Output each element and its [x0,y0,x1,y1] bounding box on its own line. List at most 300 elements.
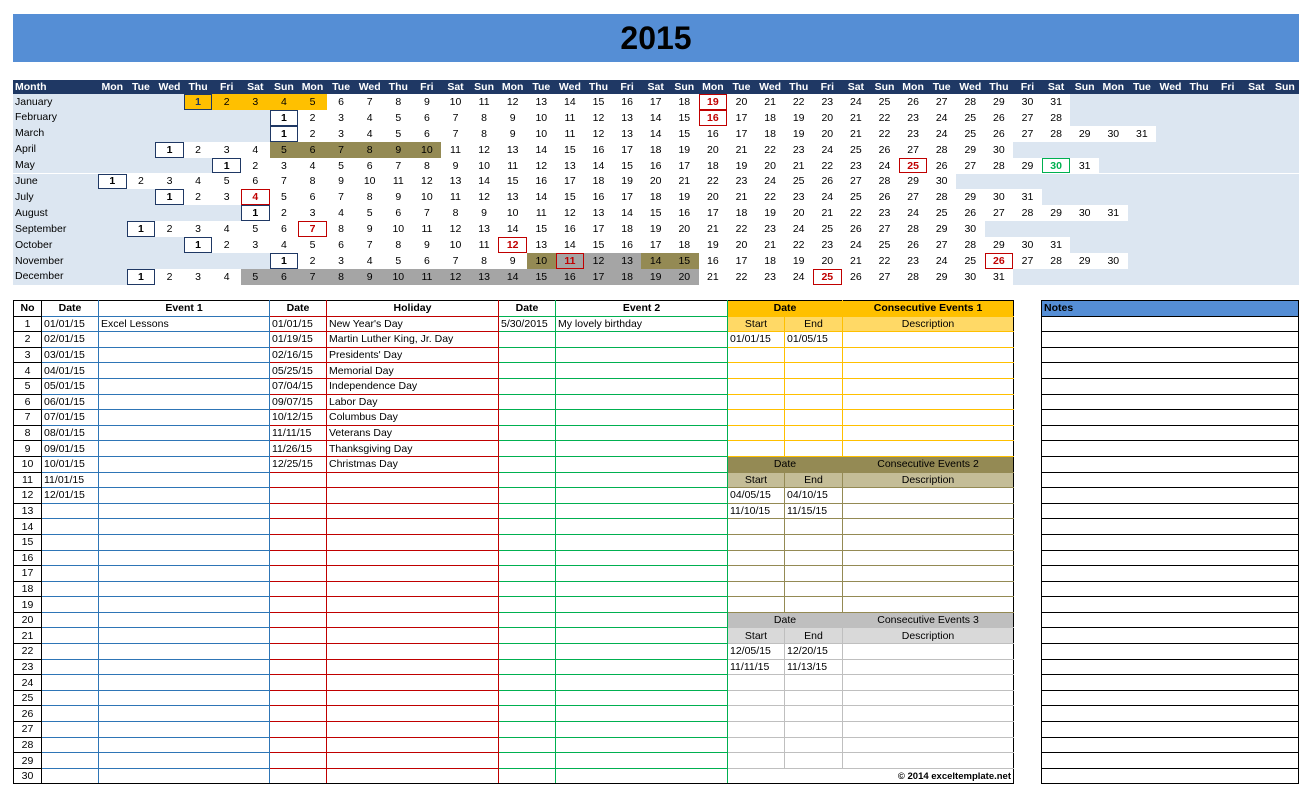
consec-description-cell[interactable] [843,503,1014,519]
calendar-day[interactable]: 6 [309,191,316,204]
event2-name-cell[interactable] [556,659,728,675]
calendar-day[interactable]: 21 [850,254,862,267]
event1-name-cell[interactable] [99,690,270,706]
event1-name-cell[interactable] [99,394,270,410]
event1-date-cell[interactable] [42,534,99,550]
calendar-day[interactable]: 25 [813,269,842,285]
event2-date-cell[interactable] [499,534,556,550]
consec-description-cell[interactable] [843,347,1014,363]
calendar-day[interactable]: 25 [850,143,862,156]
calendar-day[interactable]: 2 [252,159,259,172]
calendar-day[interactable]: 14 [641,253,670,269]
event2-name-cell[interactable] [556,472,728,488]
calendar-day[interactable]: 7 [452,111,459,124]
event2-name-cell[interactable] [556,410,728,426]
holiday-name-cell[interactable]: Martin Luther King, Jr. Day [327,332,499,348]
calendar-day[interactable]: 20 [735,95,748,108]
calendar-day[interactable]: 16 [621,239,633,252]
calendar-day[interactable]: 14 [621,207,633,220]
calendar-day[interactable]: 1 [127,269,156,285]
calendar-day[interactable]: 27 [1021,127,1034,140]
calendar-day[interactable]: 11 [450,143,461,156]
calendar-day[interactable]: 22 [792,239,805,252]
consec-description-cell[interactable] [843,737,1014,753]
event2-name-cell[interactable] [556,644,728,660]
event2-date-cell[interactable] [499,472,556,488]
consec-start-cell[interactable] [728,347,785,363]
calendar-day[interactable]: 28 [1050,254,1062,267]
calendar-day[interactable]: 23 [907,111,919,124]
event1-date-cell[interactable] [42,581,99,597]
event1-name-cell[interactable] [99,566,270,582]
calendar-day[interactable]: 11 [421,223,433,236]
notes-line[interactable] [1042,722,1299,738]
calendar-day[interactable]: 1 [184,94,213,110]
notes-line[interactable] [1042,503,1299,519]
calendar-day[interactable]: 13 [535,95,548,108]
calendar-day[interactable]: 15 [535,223,548,236]
event1-name-cell[interactable] [99,441,270,457]
event1-date-cell[interactable] [42,675,99,691]
event2-date-cell[interactable] [499,659,556,675]
calendar-day[interactable]: 20 [792,207,805,220]
calendar-day[interactable]: 10 [413,142,442,158]
calendar-day[interactable]: 8 [395,239,402,252]
consec-description-cell[interactable] [843,690,1014,706]
consec-end-cell[interactable]: 12/20/15 [785,644,843,660]
consec-start-cell[interactable] [728,394,785,410]
event2-name-cell[interactable] [556,363,728,379]
calendar-day[interactable]: 26 [850,223,862,236]
consec-description-cell[interactable] [843,488,1014,504]
calendar-day[interactable]: 31 [1050,239,1062,252]
calendar-day[interactable]: 21 [735,191,748,204]
calendar-day[interactable]: 28 [964,239,977,252]
calendar-day[interactable]: 8 [395,95,402,108]
event1-date-cell[interactable]: 10/01/15 [42,456,99,472]
event2-name-cell[interactable] [556,597,728,613]
consec-description-cell[interactable] [843,550,1014,566]
calendar-day[interactable]: 11 [392,175,404,188]
calendar-day[interactable]: 6 [423,111,430,124]
holiday-name-cell[interactable] [327,768,499,784]
calendar-day[interactable]: 30 [1078,207,1091,220]
event1-name-cell[interactable] [99,347,270,363]
calendar-day[interactable]: 27 [1021,254,1034,267]
notes-line[interactable] [1042,753,1299,769]
calendar-day[interactable]: 9 [355,269,384,285]
notes-line[interactable] [1042,737,1299,753]
calendar-day[interactable]: 2 [309,111,316,124]
event2-date-cell[interactable] [499,612,556,628]
consec-end-cell[interactable]: 11/13/15 [785,659,843,675]
holiday-date-cell[interactable] [270,597,327,613]
event2-date-cell[interactable] [499,441,556,457]
calendar-day[interactable]: 15 [678,127,691,140]
event1-date-cell[interactable] [42,659,99,675]
notes-line[interactable] [1042,316,1299,332]
calendar-day[interactable]: 14 [478,175,490,188]
calendar-day[interactable]: 28 [1050,127,1062,140]
calendar-day[interactable]: 20 [649,175,662,188]
calendar-day[interactable]: 21 [792,159,805,172]
calendar-day[interactable]: 26 [907,239,919,252]
event1-date-cell[interactable]: 01/01/15 [42,316,99,332]
calendar-day[interactable]: 27 [850,175,862,188]
notes-line[interactable] [1042,441,1299,457]
calendar-day[interactable]: 8 [355,142,384,158]
calendar-day[interactable]: 1 [127,221,156,237]
event1-date-cell[interactable]: 06/01/15 [42,394,99,410]
calendar-day[interactable]: 2 [137,175,144,188]
consec-start-cell[interactable]: 11/11/15 [728,659,785,675]
event2-name-cell[interactable] [556,628,728,644]
calendar-day[interactable]: 18 [621,223,633,236]
calendar-day[interactable]: 16 [707,127,719,140]
event1-date-cell[interactable] [42,737,99,753]
calendar-day[interactable]: 6 [298,142,327,158]
event1-name-cell[interactable] [99,581,270,597]
holiday-name-cell[interactable] [327,659,499,675]
calendar-day[interactable]: 11 [478,239,490,252]
calendar-day[interactable]: 1 [270,110,299,126]
notes-line[interactable] [1042,410,1299,426]
calendar-day[interactable]: 27 [907,143,919,156]
holiday-date-cell[interactable]: 09/07/15 [270,394,327,410]
calendar-day[interactable]: 7 [327,142,356,158]
holiday-name-cell[interactable] [327,503,499,519]
calendar-day[interactable]: 5 [395,111,402,124]
notes-line[interactable] [1042,581,1299,597]
consec-description-cell[interactable] [843,410,1014,426]
calendar-day[interactable]: 20 [735,239,748,252]
calendar-day[interactable]: 24 [821,191,834,204]
calendar-day[interactable]: 18 [678,95,691,108]
calendar-day[interactable]: 5 [270,142,299,158]
event2-name-cell[interactable] [556,675,728,691]
calendar-day[interactable]: 14 [649,111,662,124]
notes-line[interactable] [1042,363,1299,379]
notes-line[interactable] [1042,566,1299,582]
consec-end-cell[interactable] [785,363,843,379]
holiday-name-cell[interactable] [327,534,499,550]
calendar-day[interactable]: 28 [907,270,919,283]
calendar-day[interactable]: 18 [764,254,776,267]
calendar-day[interactable]: 9 [384,142,413,158]
calendar-day[interactable]: 21 [735,143,748,156]
consec-description-cell[interactable] [843,519,1014,535]
notes-line[interactable] [1042,644,1299,660]
calendar-day[interactable]: 27 [878,223,891,236]
event2-name-cell[interactable] [556,768,728,784]
calendar-day[interactable]: 9 [452,159,459,172]
calendar-day[interactable]: 21 [764,239,776,252]
calendar-day[interactable]: 7 [366,239,373,252]
calendar-day[interactable]: 5 [252,223,259,236]
event2-name-cell[interactable] [556,394,728,410]
calendar-day[interactable]: 24 [764,175,776,188]
calendar-day[interactable]: 7 [338,191,345,204]
consec-description-cell[interactable] [843,394,1014,410]
holiday-date-cell[interactable] [270,581,327,597]
calendar-day[interactable]: 8 [309,175,316,188]
event2-date-cell[interactable] [499,722,556,738]
calendar-day[interactable]: 16 [535,175,548,188]
calendar-day[interactable]: 15 [592,239,605,252]
calendar-day[interactable]: 28 [993,159,1005,172]
holiday-date-cell[interactable] [270,628,327,644]
event1-name-cell[interactable] [99,706,270,722]
consec-end-cell[interactable] [785,347,843,363]
calendar-day[interactable]: 8 [423,159,430,172]
holiday-name-cell[interactable] [327,581,499,597]
event2-name-cell[interactable] [556,534,728,550]
holiday-name-cell[interactable] [327,706,499,722]
calendar-day[interactable]: 17 [735,127,748,140]
event1-name-cell[interactable] [99,519,270,535]
consec-description-cell[interactable] [843,581,1014,597]
calendar-day[interactable]: 14 [649,127,662,140]
calendar-day[interactable]: 9 [423,95,430,108]
calendar-day[interactable]: 9 [509,127,516,140]
holiday-date-cell[interactable] [270,659,327,675]
event2-name-cell[interactable] [556,706,728,722]
event1-date-cell[interactable] [42,519,99,535]
calendar-day[interactable]: 3 [195,270,202,283]
calendar-day[interactable]: 10 [449,95,462,108]
event2-name-cell[interactable] [556,566,728,582]
holiday-date-cell[interactable] [270,675,327,691]
event2-name-cell[interactable] [556,612,728,628]
holiday-name-cell[interactable] [327,737,499,753]
calendar-day[interactable]: 7 [366,95,373,108]
holiday-date-cell[interactable]: 12/25/15 [270,456,327,472]
notes-line[interactable] [1042,597,1299,613]
calendar-day[interactable]: 17 [621,191,633,204]
calendar-day[interactable]: 3 [338,127,345,140]
calendar-day[interactable]: 18 [707,159,719,172]
event1-date-cell[interactable] [42,644,99,660]
notes-line[interactable] [1042,347,1299,363]
calendar-day[interactable]: 25 [935,207,948,220]
calendar-day[interactable]: 25 [964,111,977,124]
calendar-day[interactable]: 5 [241,269,270,285]
calendar-day[interactable]: 28 [1050,111,1062,124]
consec-description-cell[interactable] [843,753,1014,769]
calendar-day[interactable]: 20 [821,254,834,267]
holiday-name-cell[interactable] [327,612,499,628]
consec-start-cell[interactable] [728,597,785,613]
holiday-date-cell[interactable]: 05/25/15 [270,363,327,379]
calendar-day[interactable]: 8 [327,269,356,285]
calendar-day[interactable]: 10 [392,223,405,236]
calendar-day[interactable]: 20 [764,159,776,172]
calendar-day[interactable]: 8 [366,191,373,204]
calendar-day[interactable]: 13 [535,239,548,252]
calendar-day[interactable]: 2 [195,143,202,156]
calendar-day[interactable]: 15 [592,95,605,108]
event1-name-cell[interactable] [99,503,270,519]
calendar-day[interactable]: 21 [850,111,862,124]
calendar-day[interactable]: 12 [584,253,613,269]
event1-name-cell[interactable] [99,488,270,504]
calendar-day[interactable]: 26 [935,159,948,172]
holiday-date-cell[interactable]: 01/19/15 [270,332,327,348]
calendar-day[interactable]: 26 [985,253,1014,269]
calendar-day[interactable]: 17 [649,95,662,108]
event1-name-cell[interactable] [99,675,270,691]
event1-date-cell[interactable]: 09/01/15 [42,441,99,457]
calendar-day[interactable]: 3 [252,239,259,252]
event2-name-cell[interactable] [556,581,728,597]
calendar-day[interactable]: 28 [935,143,948,156]
calendar-day[interactable]: 5 [338,159,345,172]
holiday-date-cell[interactable] [270,706,327,722]
consec-end-cell[interactable] [785,410,843,426]
calendar-day[interactable]: 4 [252,143,259,156]
calendar-day[interactable]: 17 [621,143,633,156]
calendar-day[interactable]: 29 [964,191,977,204]
calendar-day[interactable]: 12 [506,95,519,108]
calendar-day[interactable]: 12 [478,143,490,156]
calendar-day[interactable]: 23 [821,239,834,252]
notes-line[interactable] [1042,394,1299,410]
holiday-name-cell[interactable] [327,472,499,488]
holiday-date-cell[interactable] [270,519,327,535]
consec-start-cell[interactable] [728,753,785,769]
holiday-name-cell[interactable]: Christmas Day [327,456,499,472]
event2-name-cell[interactable] [556,441,728,457]
calendar-day[interactable]: 14 [506,223,519,236]
event1-date-cell[interactable] [42,566,99,582]
holiday-name-cell[interactable]: Independence Day [327,378,499,394]
calendar-day[interactable]: 5 [395,254,402,267]
event1-name-cell[interactable] [99,456,270,472]
calendar-day[interactable]: 23 [792,191,805,204]
consec-end-cell[interactable] [785,519,843,535]
calendar-day[interactable]: 16 [649,159,662,172]
calendar-day[interactable]: 23 [878,207,891,220]
calendar-day[interactable]: 29 [935,270,948,283]
consec-start-cell[interactable] [728,690,785,706]
calendar-day[interactable]: 19 [649,223,662,236]
event1-date-cell[interactable] [42,628,99,644]
holiday-name-cell[interactable] [327,690,499,706]
calendar-day[interactable]: 2 [212,94,241,110]
holiday-date-cell[interactable] [270,644,327,660]
calendar-day[interactable]: 18 [678,239,691,252]
calendar-day[interactable]: 22 [821,159,834,172]
notes-line[interactable] [1042,332,1299,348]
calendar-day[interactable]: 26 [907,95,919,108]
calendar-day[interactable]: 9 [423,239,430,252]
event2-name-cell[interactable] [556,332,728,348]
event2-date-cell[interactable]: 5/30/2015 [499,316,556,332]
calendar-day[interactable]: 4 [223,223,230,236]
notes-line[interactable] [1042,628,1299,644]
calendar-day[interactable]: 1 [241,205,270,221]
event2-name-cell[interactable] [556,690,728,706]
calendar-day[interactable]: 9 [366,223,373,236]
calendar-day[interactable]: 4 [241,189,270,205]
event2-date-cell[interactable] [499,503,556,519]
event1-name-cell[interactable] [99,332,270,348]
calendar-day[interactable]: 1 [184,237,213,253]
calendar-day[interactable]: 8 [481,111,488,124]
consec-description-cell[interactable] [843,659,1014,675]
consec-start-cell[interactable] [728,519,785,535]
notes-line[interactable] [1042,456,1299,472]
holiday-name-cell[interactable]: New Year's Day [327,316,499,332]
holiday-name-cell[interactable]: Thanksgiving Day [327,441,499,457]
event2-date-cell[interactable] [499,456,556,472]
event2-date-cell[interactable] [499,550,556,566]
event2-date-cell[interactable] [499,566,556,582]
calendar-day[interactable]: 8 [338,223,345,236]
holiday-date-cell[interactable]: 01/01/15 [270,316,327,332]
event1-name-cell[interactable] [99,597,270,613]
event1-name-cell[interactable] [99,628,270,644]
notes-line[interactable] [1042,612,1299,628]
calendar-day[interactable]: 9 [509,111,516,124]
consec-start-cell[interactable] [728,737,785,753]
event1-name-cell[interactable] [99,550,270,566]
event2-name-cell[interactable] [556,737,728,753]
calendar-day[interactable]: 28 [935,191,948,204]
calendar-day[interactable]: 8 [481,127,488,140]
holiday-date-cell[interactable]: 11/26/15 [270,441,327,457]
consec-end-cell[interactable] [785,722,843,738]
holiday-name-cell[interactable] [327,566,499,582]
notes-line[interactable] [1042,690,1299,706]
event2-date-cell[interactable] [499,410,556,426]
calendar-day[interactable]: 22 [735,223,748,236]
event2-name-cell[interactable] [556,722,728,738]
calendar-day[interactable]: 7 [280,175,287,188]
calendar-day[interactable]: 22 [735,270,748,283]
calendar-day[interactable]: 7 [298,269,327,285]
holiday-name-cell[interactable]: Veterans Day [327,425,499,441]
event1-date-cell[interactable] [42,550,99,566]
event2-date-cell[interactable] [499,706,556,722]
calendar-day[interactable]: 25 [964,127,977,140]
holiday-date-cell[interactable]: 07/04/15 [270,378,327,394]
calendar-day[interactable]: 22 [878,111,891,124]
consec-description-cell[interactable] [843,597,1014,613]
event1-name-cell[interactable] [99,768,270,784]
event2-date-cell[interactable] [499,332,556,348]
event1-name-cell[interactable] [99,722,270,738]
notes-line[interactable] [1042,768,1299,784]
calendar-day[interactable]: 13 [564,159,576,172]
calendar-day[interactable]: 25 [878,239,891,252]
event2-date-cell[interactable] [499,737,556,753]
calendar-day[interactable]: 20 [707,191,719,204]
event2-name-cell[interactable] [556,378,728,394]
calendar-day[interactable]: 5 [395,127,402,140]
calendar-day[interactable]: 31 [1136,127,1148,140]
calendar-day[interactable]: 8 [452,207,459,220]
calendar-day[interactable]: 10 [421,191,433,204]
holiday-date-cell[interactable] [270,768,327,784]
calendar-day[interactable]: 29 [907,175,919,188]
calendar-day[interactable]: 23 [735,175,748,188]
notes-line[interactable] [1042,659,1299,675]
calendar-day[interactable]: 14 [592,159,605,172]
consec-end-cell[interactable] [785,753,843,769]
calendar-day[interactable]: 12 [498,237,527,253]
calendar-day[interactable]: 28 [907,223,919,236]
